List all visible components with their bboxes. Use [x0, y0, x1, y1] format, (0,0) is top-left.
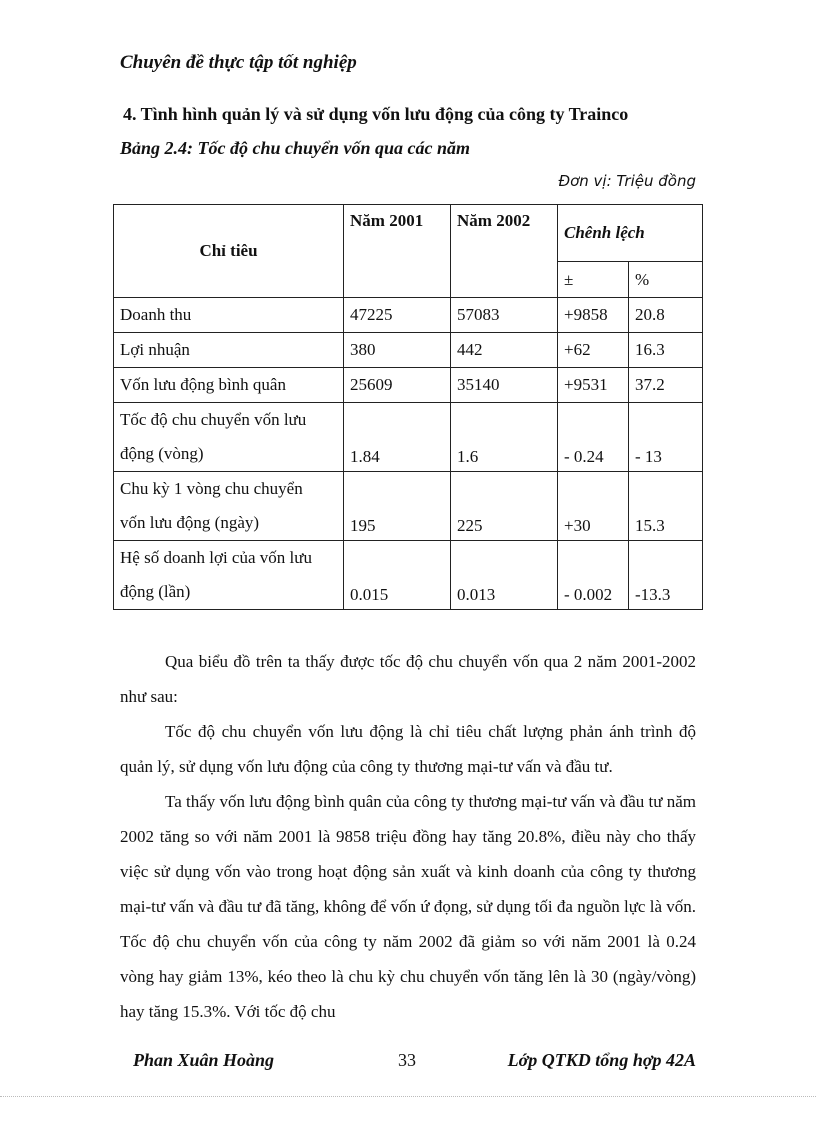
cell-percent: 15.3 — [629, 472, 703, 541]
row-label: Vốn lưu động bình quân — [114, 368, 344, 403]
column-header-plus-minus: ± — [558, 262, 629, 298]
column-header-percent: % — [629, 262, 703, 298]
unit-label: Đơn vị: Triệu đồng — [558, 172, 696, 190]
row-label — [114, 472, 344, 541]
cell-percent: 20.8 — [629, 298, 703, 333]
table-caption: Bảng 2.4: Tốc độ chu chuyển vốn qua các năm — [120, 138, 471, 158]
cell-difference: +62 — [558, 333, 629, 368]
cell-difference: +9858 — [558, 298, 629, 333]
row-label: Doanh thu — [114, 298, 344, 333]
paragraph: Tốc độ chu chuyển vốn lưu động là chỉ tiêu chất lượng phản ánh trình độ quản lý, sử dụng vốn lưu động của công ty thương mại-tư vấn và đầu tư. — [120, 722, 696, 776]
column-header-indicator: Chỉ tiêu — [114, 205, 344, 298]
row-label-line2: động (lần) — [120, 582, 191, 601]
paragraph: Ta thấy vốn lưu động bình quân của công ty thương mại-tư vấn và đầu tư năm 2002 tăng so với năm 2001 là 9858 triệu đồng hay tăng 20.8%, điều này cho thấy việc sử dụng vốn vào trong hoạt động sản xuất và kinh doanh của công ty thương mại-tư vấn và đầu tư đã tăng, không để vốn ứ đọng, sử dụng tối đa nguồn lực là vốn. Tốc độ chu chuyển vốn của công ty năm 2002 đã giảm so với năm 2001 là 0.24 vòng hay giảm 13%, kéo theo là chu kỳ chu chuyển vốn tăng lên là 30 (ngày/vòng) hay tăng 15.3%. Với tốc độ chu — [120, 792, 696, 1021]
row-label — [114, 403, 344, 472]
footer-page-number: 33 — [398, 1050, 416, 1070]
cell-percent: 16.3 — [629, 333, 703, 368]
table-row — [114, 298, 703, 333]
row-label: Lợi nhuận — [114, 333, 344, 368]
cell-percent: 37.2 — [629, 368, 703, 403]
cell-2002: 225 — [451, 472, 558, 541]
cell-2001: 195 — [344, 472, 451, 541]
cell-2001: 25609 — [344, 368, 451, 403]
footer-class-name: Lớp QTKD tổng hợp 42A — [507, 1050, 696, 1070]
cell-percent: -13.3 — [629, 541, 703, 610]
cell-2001: 47225 — [344, 298, 451, 333]
cell-2002: 0.013 — [451, 541, 558, 610]
column-header-2002: Năm 2002 — [451, 205, 558, 298]
document-header-title: Chuyên đề thực tập tốt nghiệp — [120, 52, 357, 73]
cell-2002: 57083 — [451, 298, 558, 333]
table-row — [114, 403, 703, 472]
cell-2002: 1.6 — [451, 403, 558, 472]
footer-author: Phan Xuân Hoàng — [133, 1050, 275, 1070]
row-label-line1: Chu kỳ 1 vòng chu chuyển — [120, 479, 303, 498]
cell-2002: 35140 — [451, 368, 558, 403]
cell-difference: - 0.002 — [558, 541, 629, 610]
cell-difference: - 0.24 — [558, 403, 629, 472]
table-row — [114, 368, 703, 403]
cell-difference: +30 — [558, 472, 629, 541]
row-label — [114, 541, 344, 610]
page-bottom-divider — [0, 1096, 816, 1097]
cell-2001: 1.84 — [344, 403, 451, 472]
column-header-difference: Chênh lệch — [558, 205, 703, 262]
cell-percent: - 13 — [629, 403, 703, 472]
row-label-line1: Tốc độ chu chuyển vốn lưu — [120, 410, 307, 429]
body-text — [120, 644, 696, 1029]
column-header-2001: Năm 2001 — [344, 205, 451, 298]
cell-2001: 380 — [344, 333, 451, 368]
row-label-line1: Hệ số doanh lợi của vốn lưu — [120, 548, 312, 567]
paragraph: Qua biểu đồ trên ta thấy được tốc độ chu chuyển vốn qua 2 năm 2001-2002 như sau: — [120, 652, 696, 706]
cell-2001: 0.015 — [344, 541, 451, 610]
table-row — [114, 541, 703, 610]
cell-2002: 442 — [451, 333, 558, 368]
row-label-line2: vốn lưu động (ngày) — [120, 513, 260, 532]
table-row — [114, 472, 703, 541]
capital-turnover-table — [113, 204, 703, 610]
table-header-row — [114, 205, 703, 262]
row-label-line2: động (vòng) — [120, 444, 204, 463]
section-heading: 4. Tình hình quản lý và sử dụng vốn lưu động của công ty Trainco — [123, 104, 629, 124]
table-row — [114, 333, 703, 368]
cell-difference: +9531 — [558, 368, 629, 403]
